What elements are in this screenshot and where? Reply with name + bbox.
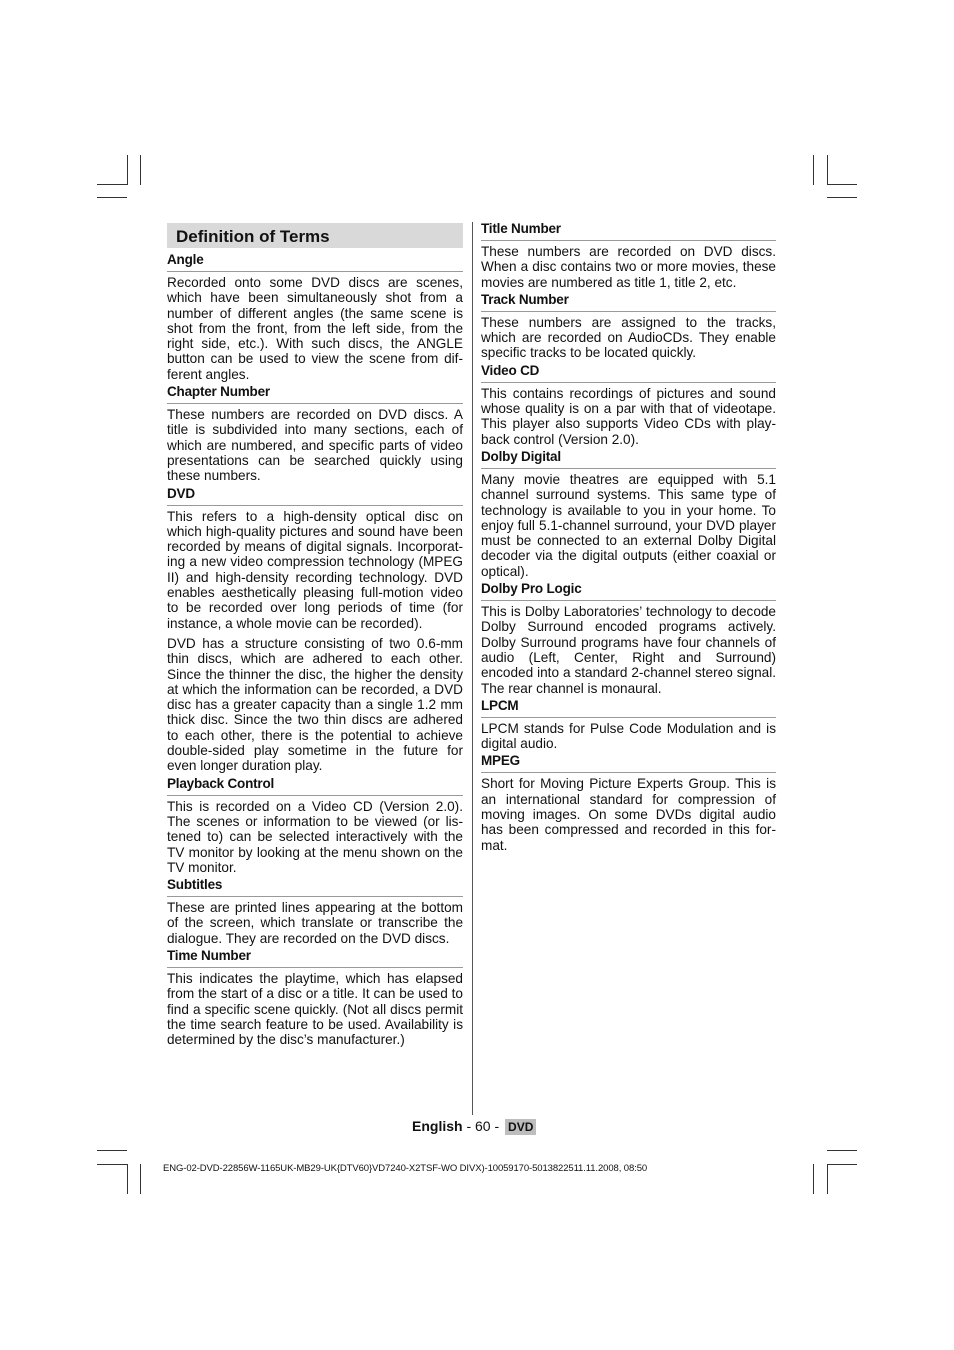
term-definition: This is Dolby Laboratories’ technology to decode Dolby Surround encoded programs actively. Dolby Surround programs have four channels of audio (Left, Center, Right and Surround) encoded into a standard 2-channel stereo signal. The rear channel is monaural. (481, 604, 776, 696)
page-number: - 60 - (466, 1118, 500, 1134)
term-heading: Title Number (481, 221, 776, 241)
term-heading: Dolby Digital (481, 449, 776, 469)
right-column (481, 221, 776, 855)
left-term-list (167, 252, 463, 1047)
term-heading: Playback Control (167, 776, 463, 796)
term-heading: Angle (167, 252, 463, 272)
term-heading: MPEG (481, 753, 776, 773)
print-file-info: ENG-02-DVD-22856W-1165UK-MB29-UK{DTV60}VD7240-X2TSF-WO DIVX)-10059170-5013822511.11.2008, 08:50 (163, 1163, 648, 1174)
section-badge: DVD (505, 1119, 536, 1135)
term-definition: These are printed lines appearing at the bottom of the screen, which translate or transcribe the dialogue. They are recorded on the DVD discs. (167, 900, 463, 946)
section-title: Definition of Terms (167, 223, 463, 248)
right-term-list (481, 221, 776, 853)
term-definition: DVD has a structure consisting of two 0.6-mm thin discs, which are adhered to each other. Since the thinner the disc, the higher the density at which the information can be recorded, a DVD disc has a greater capacity than a single 1.2 mm thick disc. Since the two thin discs are adhered to each other, there is the potential to achieve double-sided play sometime in the future for even longer duration play. (167, 635, 463, 774)
term-definition: Recorded onto some DVD discs are scenes, which have been simultaneously shot from a number of different angles (the same scene is shot from the front, from the left side, from the right side, etc.). With such discs, the ANGLE button can be used to view the scene from different angles. (167, 275, 463, 382)
term-definition: These numbers are assigned to the tracks, which are recorded on AudioCDs. They enable specific tracks to be located quickly. (481, 314, 776, 361)
term-heading: DVD (167, 486, 463, 506)
column-divider (472, 222, 473, 1115)
term-heading: Track Number (481, 292, 776, 312)
page-footer (412, 1118, 536, 1134)
term-definition: Many movie theatres are equipped with 5.1 channel surround systems. This same type of technology is available to you in your home. To enjoy full 5.1-channel surround, your DVD player must be connected to an external Dolby Digital decoder via the digital outputs (either coaxial or optical). (481, 471, 776, 579)
footer-language: English (412, 1118, 463, 1134)
left-column (167, 221, 463, 1049)
term-definition: LPCM stands for Pulse Code Modulation and is digital audio. (481, 720, 776, 752)
term-definition: This refers to a high-density optical disc on which high-quality pictures and sound have been recorded by means of digital signals. Incorporating a new video compression technology (MPEG II) and high-density recording technology. DVD enables aesthetically pleasing full-motion video to be recorded over long periods of time (for instance, a whole movie can be recorded). (167, 508, 463, 631)
term-heading: LPCM (481, 698, 776, 718)
term-definition: Short for Moving Picture Experts Group. This is an international standard for compression of moving images. On some DVDs digital audio has been compressed and recorded in this format. (481, 776, 776, 853)
term-heading: Chapter Number (167, 384, 463, 404)
term-heading: Video CD (481, 363, 776, 383)
term-definition: This is recorded on a Video CD (Version 2.0). The scenes or information to be viewed (or listened to) can be selected interactively with the TV monitor by looking at the menu shown on the TV monitor. (167, 798, 463, 875)
term-definition: This contains recordings of pictures and sound whose quality is on a par with that of videotape. This player also supports Video CDs with playback control (Version 2.0). (481, 385, 776, 447)
term-heading: Dolby Pro Logic (481, 581, 776, 601)
term-definition: This indicates the playtime, which has elapsed from the start of a disc or a title. It can be used to find a specific scene quickly. (Not all discs permit the time search feature to be used. Availability is determined by the disc’s manufacturer.) (167, 970, 463, 1048)
term-heading: Time Number (167, 948, 463, 968)
term-definition: These numbers are recorded on DVD discs. A title is subdivided into many sections, each of which are numbered, and specific parts of video presentations can be searched quickly using these numbers. (167, 407, 463, 484)
term-heading: Subtitles (167, 877, 463, 897)
term-definition: These numbers are recorded on DVD discs. When a disc contains two or more movies, these movies are numbered as title 1, title 2, etc. (481, 244, 776, 290)
